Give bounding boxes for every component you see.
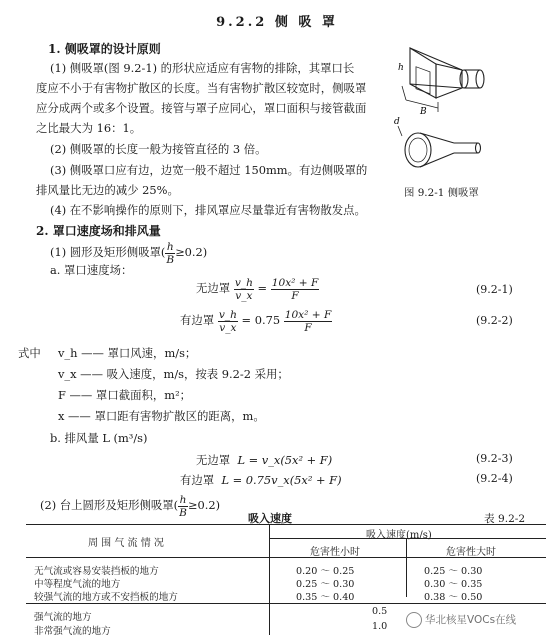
s1-line: (4) 在不影响操作的原则下，排风罩应尽量靠近有害物散发点。 bbox=[50, 203, 366, 217]
eq-lhs-num: v_h bbox=[218, 308, 237, 321]
side-hood-figure bbox=[392, 40, 542, 180]
watermark-text: 华北核星VOCs在线 bbox=[425, 614, 517, 626]
table-cell: 0.30 ～ 0.35 bbox=[424, 579, 483, 590]
eq-name: 有边罩 bbox=[180, 313, 215, 327]
eq-number: (9.2-1) bbox=[476, 283, 513, 296]
where-label: 式中 bbox=[18, 346, 41, 360]
table-cell: 0.25 ～ 0.30 bbox=[296, 579, 355, 590]
col-condition: 周 围 气 流 情 况 bbox=[88, 538, 164, 549]
eq-rhs-den: F bbox=[291, 289, 299, 302]
equation-9-2-4 bbox=[180, 472, 342, 488]
figure-caption: 图 9.2-1 侧吸罩 bbox=[404, 187, 479, 199]
figure-label-b: B bbox=[420, 107, 427, 117]
equation-9-2-3 bbox=[196, 452, 332, 468]
b-label: b. 排风量 L (m³/s) bbox=[50, 431, 148, 445]
s1-line: 度应不小于有害物扩散区的长度。当有害物扩散区较宽时，侧吸罩 bbox=[36, 81, 367, 95]
condition-fraction bbox=[165, 241, 175, 266]
figure-label-h: h bbox=[398, 63, 404, 73]
s1-line: (2) 侧吸罩的长度一般为接管直径的 3 倍。 bbox=[50, 142, 267, 156]
table-row: 中等程度气流的地方 bbox=[34, 579, 121, 590]
s2-sub2-prefix: (2) 台上圆形及矩形侧吸罩 bbox=[40, 498, 174, 512]
s1-line: 排风量比无边的减少 25%。 bbox=[36, 183, 179, 197]
s2-heading: 2. 罩口速度场和排风量 bbox=[36, 224, 161, 238]
table-row-rule bbox=[26, 603, 546, 604]
eq-rhs-num: 10x² + F bbox=[271, 276, 319, 289]
eq-lhs-num: v_h bbox=[234, 276, 253, 289]
condition-tail: ≥0.2) bbox=[175, 245, 208, 259]
definition: F —— 罩口截面积，m²； bbox=[58, 388, 192, 402]
definition: v_h —— 罩口风速，m/s； bbox=[58, 346, 197, 360]
table-row: 较强气流的地方或不安挡板的地方 bbox=[34, 592, 178, 603]
eq-name: 有边罩 bbox=[180, 473, 215, 487]
table-cell: 0.35 ～ 0.40 bbox=[296, 592, 355, 603]
col-small: 危害性小时 bbox=[310, 547, 360, 558]
eq-rhs bbox=[284, 309, 333, 334]
section-title: 9.2.2 侧 吸 罩 bbox=[216, 15, 338, 30]
eq-lhs bbox=[234, 277, 254, 302]
eq-lhs bbox=[218, 309, 238, 334]
eq-name: 无边罩 bbox=[196, 281, 231, 295]
table-cell: 1.0 bbox=[372, 621, 388, 632]
definition: x —— 罩口距有害物扩散区的距离，m。 bbox=[58, 409, 265, 423]
col-group: 吸入速度(m/s) bbox=[366, 530, 432, 541]
eq-rhs bbox=[271, 277, 320, 302]
eq-rhs-num: 10x² + F bbox=[284, 308, 332, 321]
s1-line: 应分成两个或多个设置。接管与罩子应同心，罩口面积与接管截面 bbox=[36, 101, 367, 115]
condition-fraction bbox=[178, 494, 188, 519]
table-cell: 0.20 ～ 0.25 bbox=[296, 566, 355, 577]
a-label: a. 罩口速度场： bbox=[50, 263, 133, 277]
figure-label-d: d bbox=[394, 117, 400, 127]
fraction-denominator: B bbox=[179, 506, 187, 519]
fraction-denominator: B bbox=[166, 253, 175, 266]
table-cell: 0.25 ～ 0.30 bbox=[424, 566, 483, 577]
s1-heading: 1. 侧吸罩的设计原则 bbox=[48, 42, 161, 56]
definition: v_x —— 吸入速度，m/s，按表 9.2-2 采用； bbox=[58, 367, 289, 381]
eq-sign: = bbox=[257, 281, 268, 295]
eq-lhs-den: v_x bbox=[219, 321, 237, 334]
eq-number: (9.2-4) bbox=[476, 472, 513, 485]
watermark bbox=[406, 612, 516, 628]
eq-lhs-den: v_x bbox=[235, 289, 253, 302]
equation-9-2-2 bbox=[180, 307, 332, 334]
table-vrule bbox=[269, 525, 270, 635]
paren: ( bbox=[173, 498, 179, 512]
eq-number: (9.2-2) bbox=[476, 314, 513, 327]
s1-line: (1) 侧吸罩(图 9.2-1) 的形状应适应有害物的排除，其罩口长 bbox=[50, 61, 355, 75]
table-row: 强气流的地方 bbox=[34, 612, 92, 623]
s2-sub2 bbox=[40, 491, 220, 519]
fraction-numerator: h bbox=[179, 493, 187, 506]
equation-9-2-1 bbox=[196, 275, 319, 302]
wechat-icon bbox=[406, 612, 422, 628]
eq-expr: L = v_x(5x² + F) bbox=[237, 453, 333, 467]
condition-tail: ≥0.2) bbox=[187, 498, 221, 512]
s1-line: (3) 侧吸罩口应有边，边宽一般不超过 150mm。有边侧吸罩的 bbox=[50, 163, 368, 177]
table-cell: 0.38 ～ 0.50 bbox=[424, 592, 483, 603]
table-row: 无气流或容易安装挡板的地方 bbox=[34, 566, 159, 577]
table-vrule bbox=[406, 539, 407, 597]
table-top-rule bbox=[26, 524, 546, 525]
eq-name: 无边罩 bbox=[196, 453, 231, 467]
eq-number: (9.2-3) bbox=[476, 452, 513, 465]
table-cell: 0.5 bbox=[372, 606, 388, 617]
s2-sub1-prefix: (1) 圆形及矩形侧吸罩 bbox=[50, 245, 161, 259]
table-number: 表 9.2-2 bbox=[484, 513, 526, 525]
eq-expr: L = 0.75v_x(5x² + F) bbox=[221, 473, 342, 487]
eq-sign: = 0.75 bbox=[241, 313, 281, 327]
paren: ( bbox=[160, 245, 166, 259]
table-title: 吸入速度 bbox=[248, 512, 292, 525]
eq-rhs-den: F bbox=[304, 321, 312, 334]
table-row: 非常强气流的地方 bbox=[34, 626, 111, 637]
fraction-numerator: h bbox=[166, 240, 174, 253]
s1-line: 之比最大为 16：1。 bbox=[36, 121, 142, 135]
col-large: 危害性大时 bbox=[446, 547, 496, 558]
